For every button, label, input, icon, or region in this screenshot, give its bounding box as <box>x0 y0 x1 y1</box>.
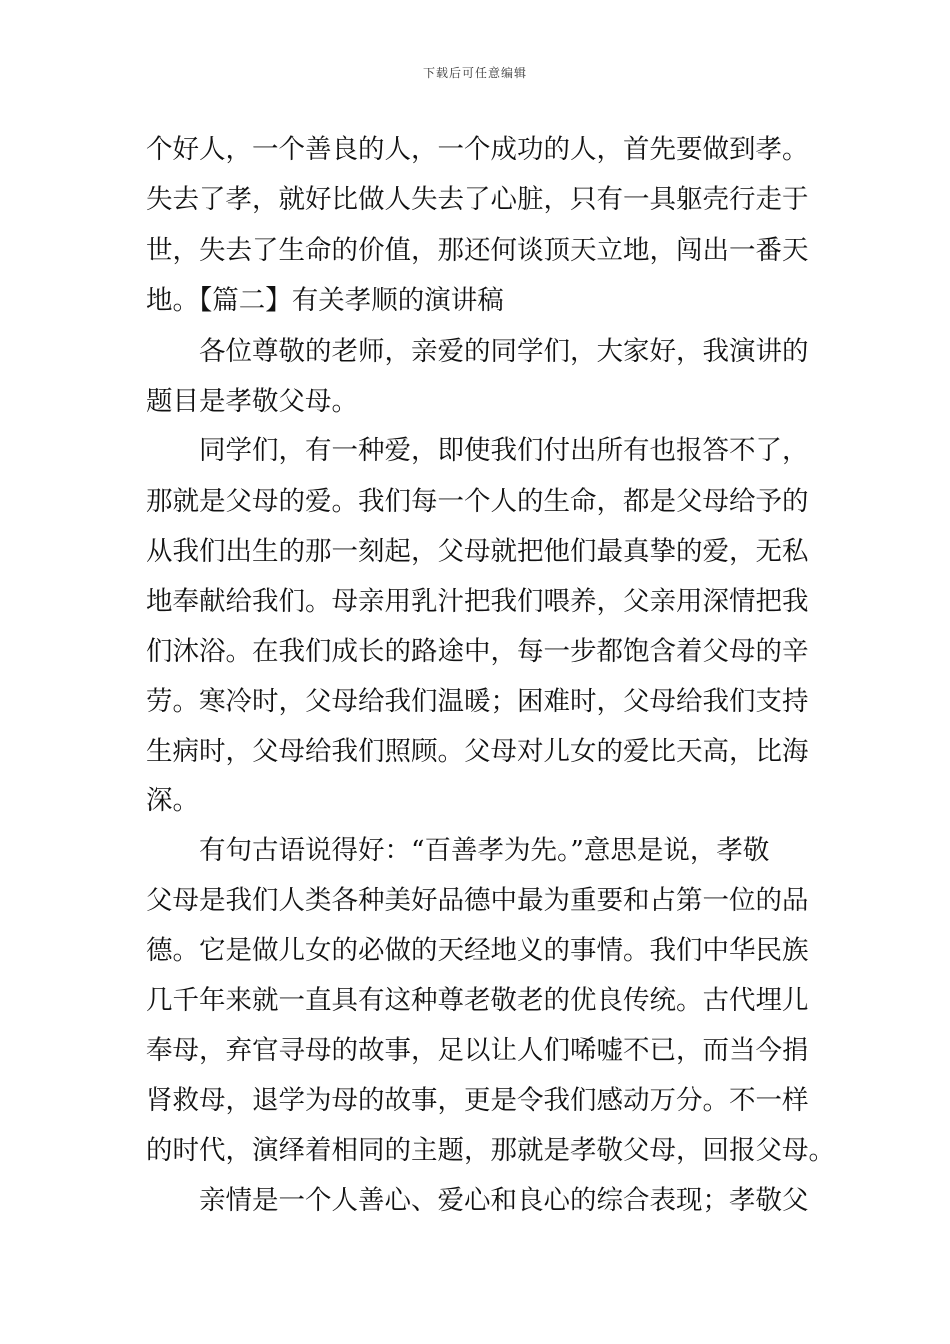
page-header: 下载后可任意编辑 <box>422 66 527 80</box>
text-line: 地奉献给我们。母亲用乳汁把我们喂养，父亲用深情把我 <box>146 586 809 617</box>
text-line: 深。 <box>146 785 199 816</box>
text-line: 个好人，一个善良的人，一个成功的人，首先要做到孝。 <box>146 134 809 165</box>
text-line: 世，失去了生命的价值，那还何谈顶天立地，闯出一番天 <box>146 235 809 266</box>
text-line: 地。【篇二】有关孝顺的演讲稿 <box>146 285 504 316</box>
text-line: 同学们，有一种爱，即使我们付出所有也报答不了， <box>146 435 809 466</box>
text-line: 父母是我们人类各种美好品德中最为重要和占第一位的品 <box>146 885 809 916</box>
text-line: 劳。寒冷时，父母给我们温暖；困难时，父母给我们支持 <box>146 686 809 717</box>
text-line: 从我们出生的那一刻起，父母就把他们最真挚的爱，无私 <box>146 536 809 567</box>
text-line: 生病时，父母给我们照顾。父母对儿女的爱比天高，比海 <box>146 736 809 767</box>
text-line: 肾救母，退学为母的故事，更是令我们感动万分。不一样 <box>146 1085 809 1116</box>
text-line: 德。它是做儿女的必做的天经地义的事情。我们中华民族 <box>146 935 809 966</box>
text-line: 的时代，演绎着相同的主题，那就是孝敬父母，回报父母。 <box>146 1135 835 1166</box>
text-line: 那就是父母的爱。我们每一个人的生命，都是父母给予的 <box>146 486 809 517</box>
text-line: 各位尊敬的老师，亲爱的同学们，大家好，我演讲的 <box>146 336 809 367</box>
text-line: 亲情是一个人善心、爱心和良心的综合表现；孝敬父 <box>146 1185 809 1216</box>
text-line: 题目是孝敬父母。 <box>146 386 358 417</box>
text-line: 失去了孝，就好比做人失去了心脏，只有一具躯壳行走于 <box>146 184 809 215</box>
text-line: 奉母，弃官寻母的故事，足以让人们唏嘘不已，而当今捐 <box>146 1035 809 1066</box>
text-line: 们沐浴。在我们成长的路途中，每一步都饱含着父母的辛 <box>146 636 809 667</box>
text-line: 几千年来就一直具有这种尊老敬老的优良传统。古代埋儿 <box>146 985 809 1016</box>
text-line: 有句古语说得好：“百善孝为先。”意思是说，孝敬 <box>146 835 770 866</box>
